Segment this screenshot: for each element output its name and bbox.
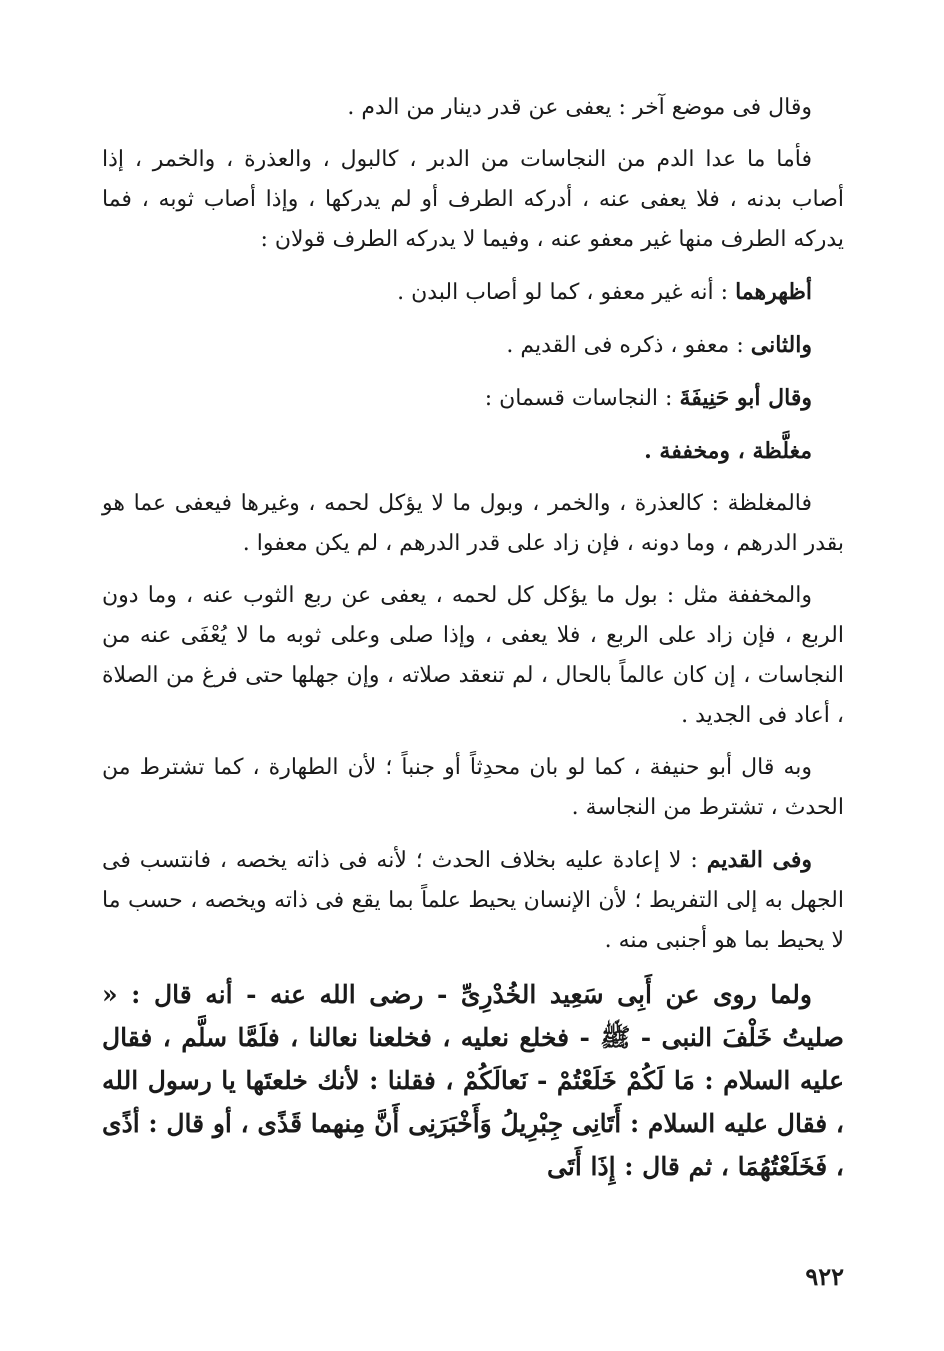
- paragraph-8-text: والمخففة مثل : بول ما يؤكل كل لحمه ، يعفى عن ربع الثوب عنه ، وما دون الربع ، فإن زاد على الربع ، فلا يعفى ، وإذا صلى وعلى ثوبه ما لا يُعْفَى عنه من النجاسات ، إن كان عالماً بالحال ، لم تنعقد صلاته ، وإن جهلها حتى فرغ من الصلاة ، أعاد فى الجديد .: [102, 583, 844, 728]
- document-page: [102, 88, 844, 1200]
- paragraph-5-lead: وقال أبو حَنِيفَةَ: [679, 385, 812, 411]
- paragraph-4: [102, 325, 844, 366]
- page-number: ٩٢٢: [805, 1262, 844, 1291]
- paragraph-2-text: فأما ما عدا الدم من النجاسات من الدبر ، كالبول ، والعذرة ، والخمر ، إذا أصاب بدنه ، فلا يعفى عنه ، أدركه الطرف أو لم يدركها ، وإذا أصاب ثوبه ، فما يدركه الطرف منها غير معفو عنه ، وفيما لا يدركه الطرف قولان :: [102, 147, 844, 252]
- paragraph-8: [102, 576, 844, 736]
- paragraph-5: [102, 378, 844, 419]
- paragraph-10: [102, 840, 844, 961]
- paragraph-3-lead: أظهرهما: [735, 279, 812, 305]
- paragraph-3: [102, 272, 844, 313]
- paragraph-10-text: : لا إعادة عليه بخلاف الحدث ؛ لأنه فى ذاته يخصه ، فانتسب فى الجهل به إلى التفريط ؛ لأن الإنسان يحيط علماً بما يقع فى ذاته ويخصه ، حسب ما لا يحيط بما هو أجنبى منه .: [102, 848, 844, 953]
- paragraph-11-text: ولما روى عن أَبِى سَعِيد الخُدْرِىِّ - رضى الله عنه - أنه قال : « صليتُ خَلْفَ النبى - ﷺ - فخلع نعليه ، فخلعنا نعالنا ، فلَمَّا سلَّم ، فقال عليه السلام : مَا لَكُمْ خَلَعْتُمْ - نَعالَكُمْ ، فقلنا : لأنك خلعتَها يا رسول الله ، فقال عليه السلام : أَتَانِى جِبْرِيلُ وَأَخْبَرَنِى أَنَّ مِنهما قَذًى ، أو قال : أذًى ، فَخَلَعْتُهُمَا ، ثم قال : إِذَا أَتَى: [102, 980, 844, 1181]
- paragraph-9: [102, 748, 844, 828]
- paragraph-1: [102, 88, 844, 128]
- paragraph-5-text: : النجاسات قسمان :: [484, 386, 680, 411]
- paragraph-2: [102, 140, 844, 260]
- paragraph-6-lead: مغلَّظة ، ومخففة .: [644, 438, 812, 464]
- paragraph-11: [102, 973, 844, 1188]
- paragraph-7: [102, 484, 844, 564]
- paragraph-10-lead: وفى القديم: [706, 847, 812, 873]
- paragraph-6: [102, 431, 844, 472]
- paragraph-1-text: وقال فى موضع آخر : يعفى عن قدر دينار من الدم .: [347, 95, 812, 120]
- paragraph-7-text: فالمغلظة : كالعذرة ، والخمر ، وبول ما لا يؤكل لحمه ، وغيرها فيعفى عما هو بقدر الدرهم ، وما دونه ، فإن زاد على قدر الدرهم ، لم يكن معفوا .: [102, 491, 844, 556]
- paragraph-4-lead: والثانى: [750, 332, 812, 358]
- paragraph-4-text: : معفو ، ذكره فى القديم .: [506, 333, 751, 358]
- paragraph-9-text: وبه قال أبو حنيفة ، كما لو بان محدِثاً أو جنباً ؛ لأن الطهارة ، كما تشترط من الحدث ، تشترط من النجاسة .: [102, 755, 844, 820]
- paragraph-3-text: : أنه غير معفو ، كما لو أصاب البدن .: [397, 280, 736, 305]
